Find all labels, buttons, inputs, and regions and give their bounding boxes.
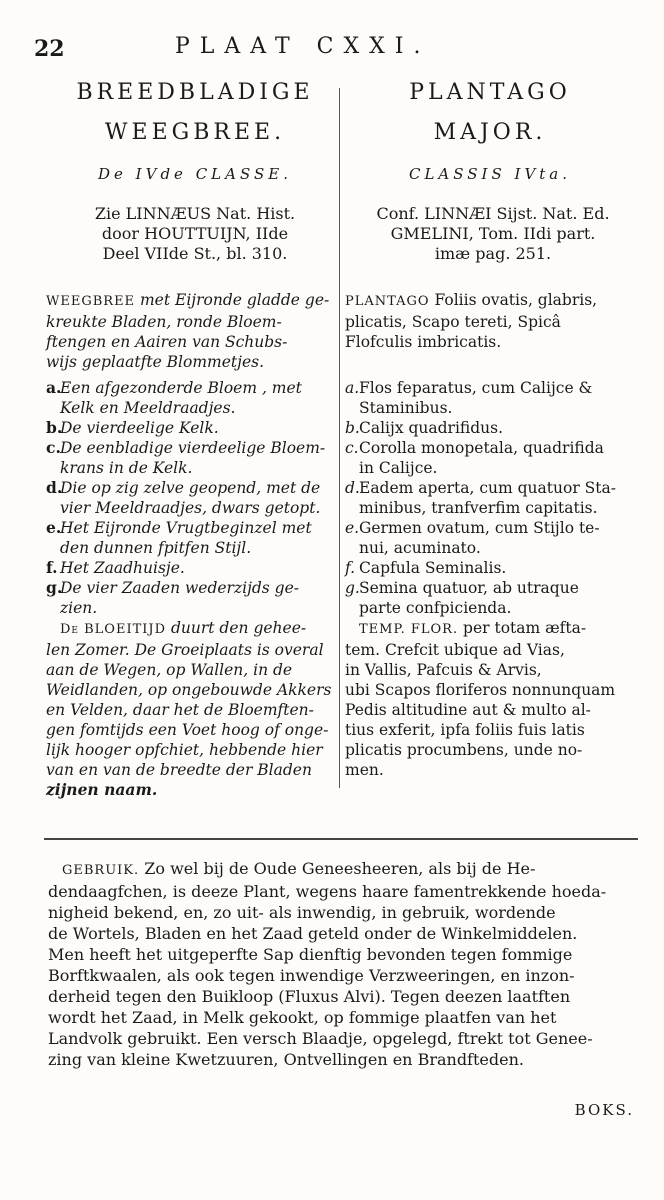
- dutch-reference: [50, 204, 340, 264]
- bloei-intro: [46, 618, 334, 640]
- column-divider: [339, 88, 340, 788]
- latin-title-line-2: MAJOR.: [433, 120, 547, 145]
- entry-line: De vier Zaaden wederzijds ge-: [60, 579, 300, 597]
- dutch-description-column: [46, 290, 334, 800]
- bloei-line: len Zomer. De Groeiplaats is overal: [46, 641, 324, 659]
- entry-label: f.: [46, 558, 58, 577]
- dutch-intro-line: wijs geplaatfte Blommetjes.: [46, 353, 264, 371]
- entry-label: c.: [345, 439, 359, 457]
- bloei-term: De BLOEITIJD: [60, 622, 167, 637]
- entry-line: Een afgezonderde Bloem , met: [60, 379, 302, 397]
- gebruik-line: Landvolk gebruikt. Een versch Blaadje, opgelegd, ftrekt tot Genee-: [48, 1029, 593, 1048]
- entry-line: zien.: [60, 599, 98, 617]
- latin-class: CLASSIS IVta.: [408, 165, 572, 183]
- latin-intro-line: plicatis, Scapo tereti, Spicâ: [345, 313, 561, 331]
- gebruik-line: [48, 858, 634, 881]
- latin-entry-d: [345, 478, 641, 518]
- dutch-intro-line: kreukte Bladen, ronde Bloem-: [46, 313, 282, 331]
- entry-line: Capfula Seminalis.: [359, 559, 507, 577]
- entry-line: Semina quatuor, ab utraque: [359, 579, 579, 597]
- temp-line: ubi Scapos floriferos nonnunquam: [345, 681, 616, 699]
- section-divider: [44, 838, 638, 840]
- entry-line: in Calijce.: [359, 459, 438, 477]
- entry-label: a.: [345, 379, 360, 397]
- entry-line: Corolla monopetala, quadrifida: [359, 439, 604, 457]
- latin-intro-line: Foliis ovatis, glabris,: [434, 291, 598, 309]
- entry-label: f.: [345, 559, 356, 577]
- entry-label: c.: [46, 438, 61, 457]
- dutch-intro-line: ftengen en Aairen van Schubs-: [46, 333, 288, 351]
- dutch-reference-line: door HOUTTUIJN, IIde: [101, 224, 289, 243]
- entry-label: a.: [46, 378, 62, 397]
- temp-term: TEMP. FLOR.: [359, 622, 459, 637]
- dutch-entry-f: [46, 558, 334, 578]
- gebruik-line: Men heeft het uitgeperfte Sap dienftig bevonden tegen fommige: [48, 945, 573, 964]
- dutch-reference-line: Zie LINNÆUS Nat. Hist.: [94, 204, 296, 223]
- gebruik-paragraph: [48, 858, 634, 1070]
- temp-line: plicatis procumbens, unde no-: [345, 741, 583, 759]
- dutch-entry-c: [46, 438, 334, 478]
- latin-intro: [345, 290, 641, 312]
- latin-entry-b: [345, 418, 641, 438]
- entry-line: Het Zaadhuisje.: [60, 559, 185, 577]
- entry-line: krans in de Kelk.: [60, 459, 193, 477]
- latin-reference: [345, 204, 641, 264]
- entry-line: Kelk en Meeldraadjes.: [60, 399, 236, 417]
- entry-line: Eadem aperta, cum quatuor Sta-: [359, 479, 616, 497]
- entry-label: b.: [46, 418, 63, 437]
- latin-intro-line: Flofculis imbricatis.: [345, 333, 502, 351]
- dutch-entry-g: [46, 578, 334, 618]
- bloei-line: Weidlanden, op ongebouwde Akkers: [46, 681, 332, 699]
- entry-line: nui, acuminato.: [359, 539, 481, 557]
- entry-label: e.: [345, 519, 360, 537]
- gebruik-line: dendaagfchen, is deeze Plant, wegens haare famentrekkende hoeda-: [48, 882, 607, 901]
- bloei-line: en Velden, daar het de Bloemften-: [46, 701, 314, 719]
- temp-line: per totam æfta-: [463, 619, 587, 637]
- gebruik-line: zing van kleine Kwetzuuren, Ontvellingen en Brandfteden.: [48, 1050, 524, 1069]
- entry-line: De eenbladige vierdeelige Bloem-: [60, 439, 326, 457]
- gebruik-line-text: Zo wel bij de Oude Geneesheeren, als bij de He-: [144, 859, 536, 878]
- entry-line: minibus, tranfverfim capitatis.: [359, 499, 598, 517]
- bloei-line: lijk hooger opfchiet, hebbende hier: [46, 741, 323, 759]
- bloei-line: aan de Wegen, op Wallen, in de: [46, 661, 293, 679]
- temp-line: tem. Crefcit ubique ad Vias,: [345, 641, 565, 659]
- gebruik-line: Borftkwaalen, als ook tegen inwendige Verzweeringen, en inzon-: [48, 966, 575, 985]
- catchword: BOKS.: [574, 1101, 634, 1119]
- latin-title-line-1: PLANTAGO: [409, 80, 571, 105]
- dutch-entry-d: [46, 478, 334, 518]
- latin-entry-c: [345, 438, 641, 478]
- entry-line: Staminibus.: [359, 399, 453, 417]
- dutch-title-line-1: BREEDBLADIGE: [76, 80, 314, 105]
- page-number: 22: [34, 36, 65, 62]
- latin-reference-line: imæ pag. 251.: [434, 244, 552, 263]
- dutch-reference-line: Deel VIIde St., bl. 310.: [102, 244, 288, 263]
- dutch-title-line-2: WEEGBREE.: [104, 120, 286, 145]
- entry-label: g.: [345, 579, 360, 597]
- plate-heading: PLAAT CXXI.: [175, 34, 431, 59]
- latin-description-column: [345, 290, 641, 780]
- bloei-line: van en van de breedte der Bladen: [46, 761, 312, 779]
- dutch-entry-b: [46, 418, 334, 438]
- gebruik-line: wordt het Zaad, in Melk gekookt, op fommige plaatfen van het: [48, 1008, 557, 1027]
- entry-line: vier Meeldraadjes, dwars getopt.: [60, 499, 321, 517]
- entry-line: De vierdeelige Kelk.: [60, 419, 219, 437]
- entry-label: d.: [345, 479, 360, 497]
- gebruik-term: GEBRUIK.: [62, 863, 140, 878]
- latin-entry-a: [345, 378, 641, 418]
- dutch-intro-line: met Eijronde gladde ge-: [139, 291, 330, 309]
- temp-line: Pedis altitudine aut & multo al-: [345, 701, 591, 719]
- entry-line: Calijx quadrifidus.: [359, 419, 504, 437]
- entry-line: Het Eijronde Vrugtbeginzel met: [60, 519, 312, 537]
- latin-lead-term: PLANTAGO: [345, 294, 430, 309]
- latin-entry-g: [345, 578, 641, 618]
- dutch-entry-a: [46, 378, 334, 418]
- temp-line: tius exferit, ipfa foliis fuis latis: [345, 721, 585, 739]
- latin-entry-f: [345, 558, 641, 578]
- temp-line: men.: [345, 761, 384, 779]
- dutch-lead-term: WEEGBREE: [46, 294, 136, 309]
- entry-line: Flos feparatus, cum Calijce &: [359, 379, 593, 397]
- entry-label: e.: [46, 518, 62, 537]
- bloei-line: duurt den gehee-: [170, 619, 307, 637]
- temp-line: in Vallis, Pafcuis & Arvis,: [345, 661, 542, 679]
- entry-line: parte confpicienda.: [359, 599, 512, 617]
- latin-reference-line: GMELINI, Tom. IIdi part.: [390, 224, 596, 243]
- entry-label: b.: [345, 419, 360, 437]
- entry-line: den dunnen fpitfen Stijl.: [60, 539, 252, 557]
- entry-line: Die op zig zelve geopend, met de: [60, 479, 321, 497]
- entry-label: g.: [46, 578, 63, 597]
- entry-line: Germen ovatum, cum Stijlo te-: [359, 519, 600, 537]
- dutch-intro: [46, 290, 334, 312]
- entry-label: d.: [46, 478, 63, 497]
- gebruik-line: de Wortels, Bladen en het Zaad geteld onder de Winkelmiddelen.: [48, 924, 578, 943]
- gebruik-line: derheid tegen den Buikloop (Fluxus Alvi). Tegen deezen laatften: [48, 987, 571, 1006]
- bloei-line: gen fomtijds een Voet hoog of onge-: [46, 721, 329, 739]
- dutch-class: De IVde CLASSE.: [98, 165, 292, 183]
- bloei-line: zijnen naam.: [46, 780, 158, 799]
- latin-entry-e: [345, 518, 641, 558]
- latin-reference-line: Conf. LINNÆI Sijst. Nat. Ed.: [376, 204, 610, 223]
- temp-intro: [345, 618, 641, 640]
- gebruik-line: nigheid bekend, en, zo uit- als inwendig, in gebruik, wordende: [48, 903, 556, 922]
- dutch-entry-e: [46, 518, 334, 558]
